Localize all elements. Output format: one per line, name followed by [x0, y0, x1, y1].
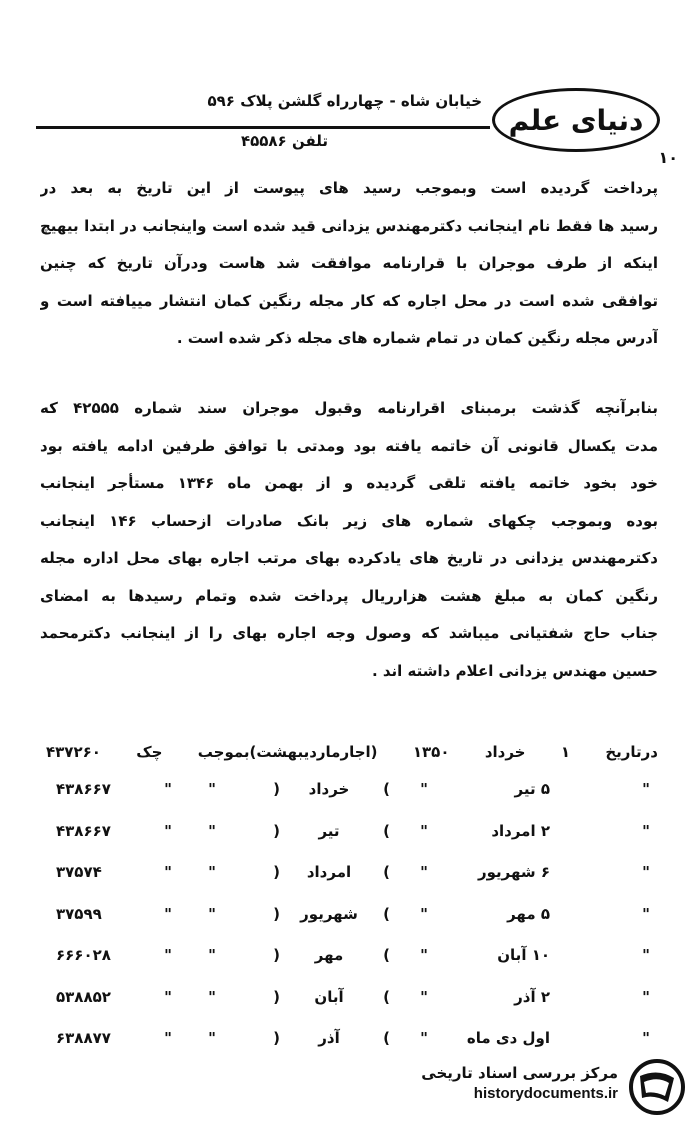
ditto-mark: "	[642, 987, 650, 1006]
payment-row	[46, 770, 658, 812]
archive-logo-icon	[628, 1058, 686, 1116]
ditto-mark: "	[208, 780, 216, 798]
rent-month: شهریور	[300, 904, 358, 923]
ditto-mark: "	[164, 780, 172, 798]
ditto-mark: "	[164, 863, 172, 881]
payment-date: ۲ آذر	[514, 987, 550, 1006]
payment-table-rows	[46, 770, 658, 1061]
cheque-number: ۵۳۸۸۵۲	[56, 987, 111, 1006]
masthead-rule	[36, 126, 490, 129]
payment-date: ۵ مهر	[507, 904, 550, 923]
ditto-mark: "	[420, 780, 428, 798]
text-line: مدت یکسال قانونی آن خاتمه یافته بود ومدتی با توافق طرفین ادامه یافته بود	[40, 436, 658, 455]
payment-date: ۵ تیر	[514, 780, 550, 798]
rent-month: آذر	[318, 1029, 340, 1047]
text-line: بوده وبموجب چکهای شماره های زیر بانک صادرات ازحساب ۱۴۶ اینجانب	[40, 511, 658, 530]
paren-close: )	[273, 904, 280, 923]
payment-table	[46, 734, 658, 1061]
payment-date: اول دی ماه	[466, 1029, 550, 1047]
cheque-number: ۳۷۵۹۹	[56, 904, 102, 923]
ditto-mark: "	[208, 821, 216, 840]
archive-watermark	[421, 1062, 618, 1104]
paren-open: (	[383, 780, 390, 798]
rent-month: تیر	[318, 821, 340, 840]
paragraph-2	[40, 390, 658, 690]
ditto-mark: "	[208, 863, 216, 881]
cheque-number: ۶۳۸۸۷۷	[56, 1029, 111, 1047]
paren-close: )	[273, 821, 280, 840]
payment-row	[46, 895, 658, 937]
text-line: رنگین کمان به مبلغ هشت هزارریال پرداخت شده وتمام رسیدها به امضای	[40, 586, 658, 605]
paren-open: (	[383, 1029, 390, 1047]
text-line: رسید ها فقط نام اینجانب دکترمهندس یزدانی قید شده است واینجانب در ابتدا بیهیچ	[40, 216, 658, 235]
ditto-mark: "	[642, 780, 650, 798]
cheque-number: ۴۳۸۶۶۷	[56, 821, 111, 840]
archive-watermark-url: historydocuments.ir	[473, 1085, 618, 1102]
payment-row	[46, 1019, 658, 1061]
ditto-mark: "	[208, 904, 216, 923]
payment-row	[46, 812, 658, 854]
text-line: اینکه از طرف موجران با قرارنامه موافقت شد هاست ودرآن تاریخ که چنین	[40, 254, 658, 272]
ditto-mark: "	[420, 821, 428, 840]
masthead-logo-text: دنیای علم	[508, 103, 644, 137]
paren-close: )	[273, 1029, 280, 1047]
paren-close: )	[273, 946, 280, 964]
cheque-number: ۶۶۶۰۲۸	[56, 946, 111, 964]
ditto-mark: "	[420, 987, 428, 1006]
ditto-mark: "	[642, 863, 650, 881]
rent-month: خرداد	[308, 780, 350, 798]
paren-open: (	[383, 863, 390, 881]
ditto-mark: "	[420, 1029, 428, 1047]
paren-open: (	[383, 821, 390, 840]
ditto-mark: "	[420, 946, 428, 964]
ditto-mark: "	[164, 904, 172, 923]
ditto-mark: "	[164, 946, 172, 964]
masthead-logo	[492, 88, 660, 152]
payment-row	[46, 978, 658, 1020]
rent-month: امرداد	[306, 863, 352, 881]
payment-row	[46, 936, 658, 978]
ditto-mark: "	[420, 863, 428, 881]
text-line: بنابرآنچه گذشت برمبنای اقرارنامه وقبول موجران سند شماره ۴۲۵۵۵ که	[40, 399, 658, 417]
text-line: جناب حاج شفتیانی میباشد که وصول وجه اجاره بهای را از اینجانب دکترمحمد	[40, 624, 658, 642]
payment-date: ۶ شهریور	[477, 863, 550, 881]
text-line: توافقی شده است در محل اجاره که کار مجله رنگین کمان انتشار مییافته است و	[40, 291, 658, 310]
paren-close: )	[273, 780, 280, 798]
text-line: خود بخود خاتمه یافته تلقی گردیده و از بهمن ماه ۱۳۴۶ مستأجر اینجانب	[40, 474, 658, 492]
paren-close: )	[273, 987, 280, 1006]
payment-date: ۱۰ آبان	[497, 946, 550, 964]
text-line: دکترمهندس یزدانی در تاریخ های یادکرده بهای مرتب اجاره بهای محل اداره مجله	[40, 549, 658, 567]
masthead-address: خیابان شاه - چهارراه گلشن پلاک ۵۹۶	[207, 92, 482, 110]
ditto-mark: "	[164, 987, 172, 1006]
ditto-mark: "	[642, 1029, 650, 1047]
ditto-mark: "	[642, 946, 650, 964]
ditto-mark: "	[642, 821, 650, 840]
paren-open: (	[383, 904, 390, 923]
masthead-phone: تلفن ۴۵۵۸۶	[240, 132, 328, 150]
paren-open: (	[383, 946, 390, 964]
paragraph-1	[40, 170, 658, 358]
paren-open: (	[383, 987, 390, 1006]
ditto-mark: "	[208, 946, 216, 964]
rent-month: آبان	[314, 987, 344, 1006]
rent-month: مهر	[314, 946, 344, 964]
ditto-mark: "	[164, 1029, 172, 1047]
ditto-mark: "	[208, 987, 216, 1006]
paren-close: )	[273, 863, 280, 881]
ditto-mark: "	[208, 1029, 216, 1047]
payment-date: ۲ امرداد	[491, 821, 550, 840]
ditto-mark: "	[642, 904, 650, 923]
text-line: پرداخت گردیده است وبموجب رسید های پیوست از این تاریخ به بعد در	[40, 179, 658, 197]
cheque-number: ۴۳۸۶۶۷	[56, 780, 111, 798]
ditto-mark: "	[420, 904, 428, 923]
payment-table-header: درتاریخ ۱ خرداد ۱۳۵۰ (اجارماردیبهشت)بموجب چک ۴۳۷۲۶۰	[46, 743, 658, 761]
text-line: آدرس مجله رنگین کمان در تمام شماره های مجله ذکر شده است .	[176, 329, 658, 347]
ditto-mark: "	[164, 821, 172, 840]
payment-row	[46, 853, 658, 895]
text-line: حسین مهندس یزدانی اعلام داشته اند .	[371, 661, 658, 680]
archive-watermark-title: مرکز بررسی اسناد تاریخی	[421, 1064, 618, 1082]
page-number: ۱۰	[658, 148, 678, 167]
cheque-number: ۳۷۵۷۴	[56, 863, 102, 881]
